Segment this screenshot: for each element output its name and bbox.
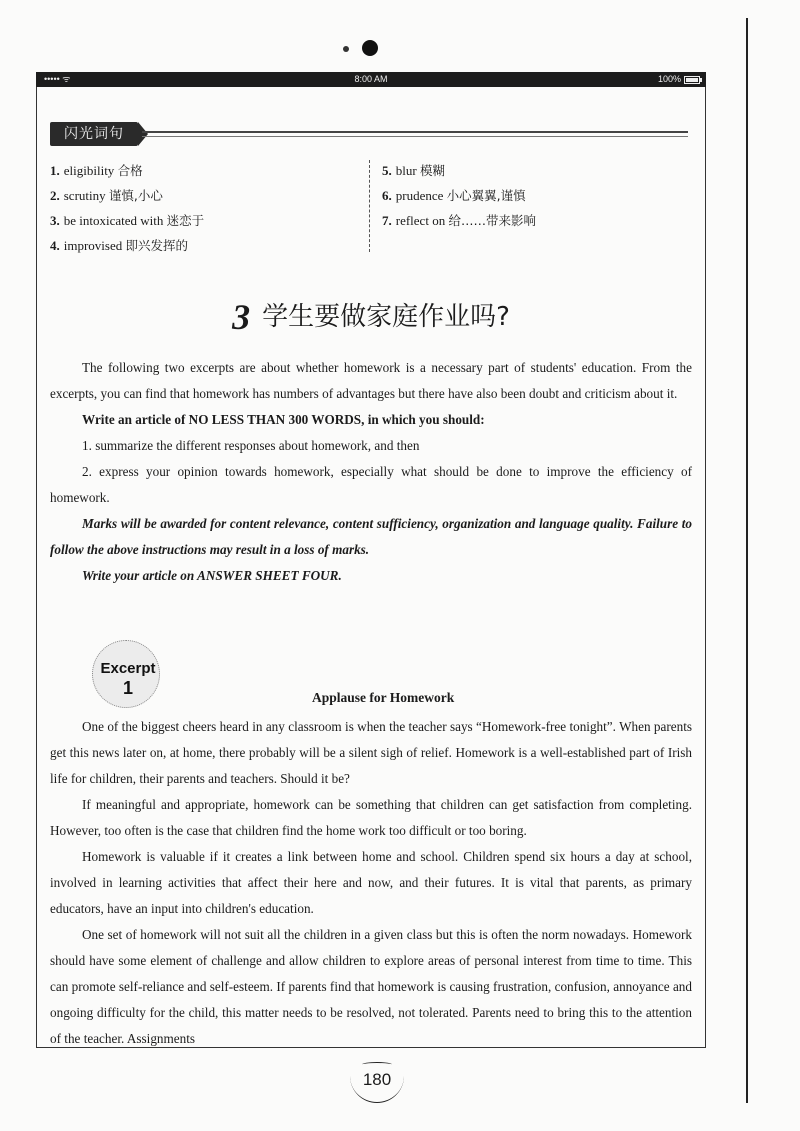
page-number: 180: [362, 1070, 392, 1089]
battery-icon: [684, 76, 700, 84]
vocab-item: 7. reflect on 给……带来影响: [382, 213, 536, 228]
vocab-list-left: [50, 158, 360, 258]
camera-sensor-icon: [343, 46, 349, 52]
vocab-item: 6. prudence 小心翼翼,谨慎: [382, 188, 526, 203]
excerpt-number: 1: [122, 678, 133, 698]
vocab-list-right: [382, 158, 692, 233]
vocab-item: 5. blur 模糊: [382, 163, 445, 178]
instructions: [50, 355, 692, 589]
answer-sheet-note: Write your article on ANSWER SHEET FOUR.: [82, 568, 342, 583]
vocab-section-tag: 闪光词句: [50, 122, 138, 146]
vocab-item: 3. be intoxicated with 迷恋于: [50, 213, 205, 228]
vocab-item: 4. improvised 即兴发挥的: [50, 238, 189, 253]
article-title: Applause for Homework: [312, 690, 455, 705]
marks-note: Marks will be awarded for content relevance, content sufficiency, organization and language quality. Failure to follow the above instructions may result in a loss of marks.: [50, 516, 692, 557]
vocab-item: 2. scrutiny 谨慎,小心: [50, 188, 163, 203]
task-item-1: 1. summarize the different responses about homework, and then: [82, 438, 420, 453]
excerpt-badge: [82, 640, 172, 708]
page-edge-rule: [746, 18, 748, 1103]
article-body: [50, 714, 692, 1052]
section-number: 3: [232, 297, 251, 337]
vocab-header-rule: [142, 131, 688, 137]
vocab-column-divider: [369, 160, 370, 252]
article-paragraph: Homework is valuable if it creates a link between home and school. Children spend six hours a day at school, involved in learning activities that affect their here and now, and their futures. It is vital that parents, as primary educators, have an input into children's education.: [50, 849, 692, 916]
battery-indicator: [658, 72, 700, 87]
article-paragraph: One set of homework will not suit all the children in a given class but this is often the norm nowadays. Homework should have some element of challenge and allow children to explore areas of personal interest from time to time. This can promote self-reliance and self-esteem. If parents find that homework is causing frustration, confusion, annoyance and ongoing difficulty for the child, this matter needs to be resolved, not tolerated. Parents need to bring this to the attention of the teacher. Assignments: [50, 927, 692, 1046]
intro-paragraph: The following two excerpts are about whether homework is a necessary part of students' education. From the excerpts, you can find that homework has numbers of advantages but there have also been doubt and criticism about it.: [50, 360, 692, 401]
camera-icon: [362, 40, 378, 56]
vocab-item: 1. eligibility 合格: [50, 163, 143, 178]
section-title-text: 学生要做家庭作业吗?: [262, 302, 510, 332]
clock: 8:00 AM: [354, 74, 388, 84]
article-paragraph: If meaningful and appropriate, homework can be something that children can get satisfaction from completing. However, too often is the case that children find the home work too difficult or too boring.: [50, 797, 692, 838]
battery-percent: 100%: [657, 74, 681, 84]
status-bar: [36, 72, 706, 87]
signal-indicator: ••••• ᯤ: [44, 74, 71, 84]
task-item-2: 2. express your opinion towards homework, especially what should be done to improve the efficiency of homework.: [50, 464, 692, 505]
excerpt-label: Excerpt: [100, 660, 156, 677]
article-paragraph: One of the biggest cheers heard in any classroom is when the teacher says “Homework-free tonight”. When parents get this news later on, at home, there probably will be a silent sigh of relief. Homework is a well-established part of Irish life for children, their parents and teachers. Should it be?: [50, 719, 692, 786]
section-title: [0, 296, 742, 338]
task-heading: Write an article of NO LESS THAN 300 WORDS, in which you should:: [82, 412, 485, 427]
